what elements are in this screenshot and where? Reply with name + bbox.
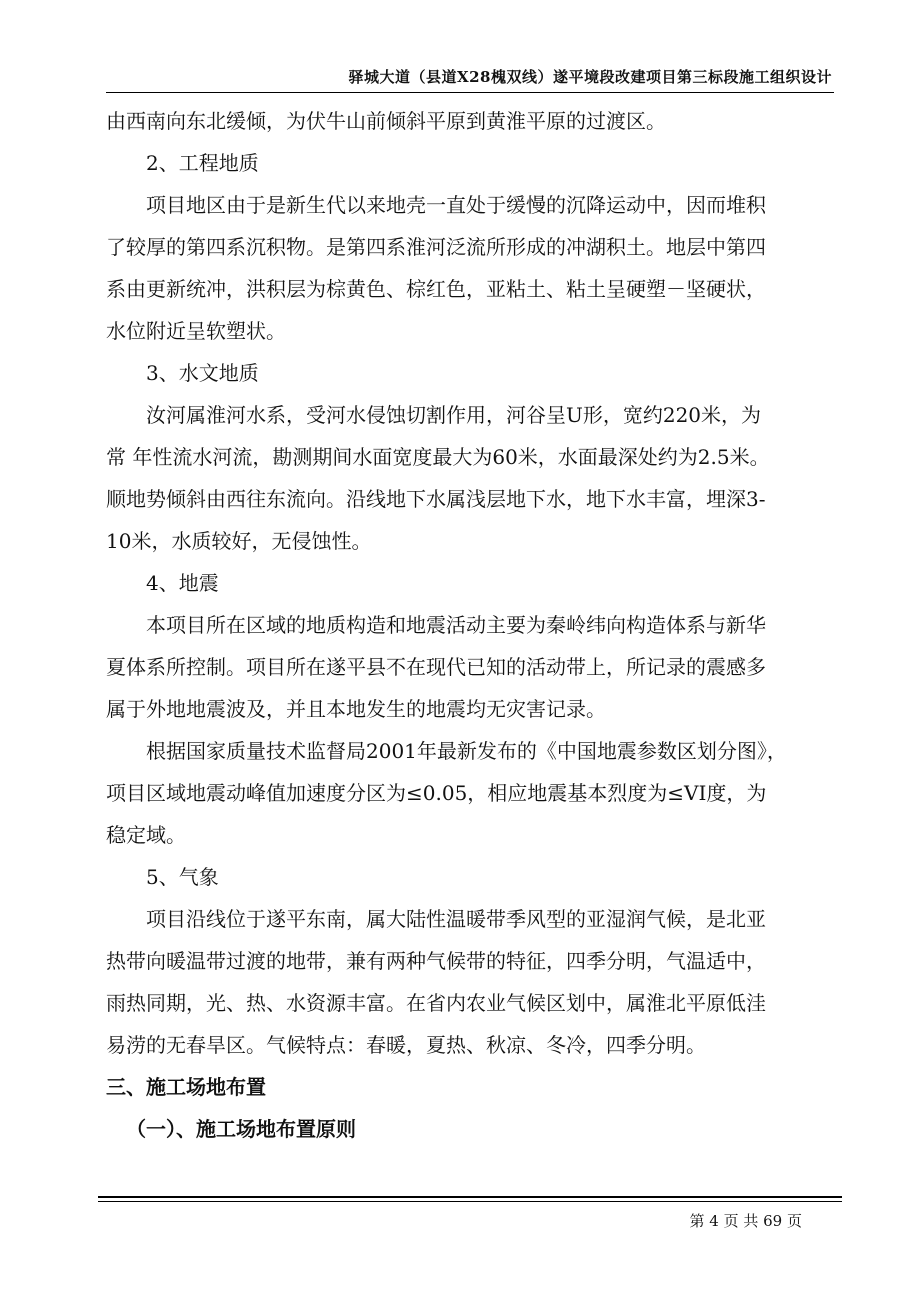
paragraph-line: 属于外地地震波及，并且本地发生的地震均无灾害记录。 (106, 697, 606, 721)
footer-rule (98, 1196, 842, 1198)
paragraph-line: 雨热同期，光、热、水资源丰富。在省内农业气候区划中，属淮北平原低洼 (106, 991, 766, 1015)
subheading-engineering-geology: 2、工程地质 (146, 151, 259, 175)
paragraph-line: 稳定域。 (106, 823, 186, 847)
header-title: 驿城大道（县道X28槐双线）遂平境段改建项目第三标段施工组织设计 (348, 68, 832, 86)
section-heading-site-layout: 三、施工场地布置 (106, 1075, 266, 1099)
subheading-hydrogeology: 3、水文地质 (146, 361, 259, 385)
paragraph-line: 由西南向东北缓倾，为伏牛山前倾斜平原到黄淮平原的过渡区。 (106, 109, 666, 133)
paragraph-line: 10米，水质较好，无侵蚀性。 (106, 529, 372, 553)
paragraph-line: 常 年性流水河流，勘测期间水面宽度最大为60米，水面最深处约为2.5米。 (106, 445, 770, 469)
subheading-earthquake: 4、地震 (146, 571, 219, 595)
paragraph-line: 热带向暖温带过渡的地带，兼有两种气候带的特征，四季分明，气温适中， (106, 949, 766, 973)
paragraph-line: 夏体系所控制。项目所在遂平县不在现代已知的活动带上，所记录的震感多 (106, 655, 766, 679)
paragraph-line: 项目沿线位于遂平东南，属大陆性温暖带季风型的亚湿润气候，是北亚 (146, 907, 766, 931)
paragraph-line: 水位附近呈软塑状。 (106, 319, 286, 343)
paragraph-line: 系由更新统冲，洪积层为棕黄色、棕红色，亚粘土、粘土呈硬塑－坚硬状， (106, 277, 766, 301)
body-content (106, 100, 836, 1150)
paragraph-line: 项目地区由于是新生代以来地壳一直处于缓慢的沉降运动中，因而堆积 (146, 193, 766, 217)
page-number: 第 4 页 共 69 页 (689, 1212, 802, 1230)
footer-rule (98, 1201, 842, 1202)
subsection-heading-layout-principles: （一）、施工场地布置原则 (126, 1117, 356, 1141)
paragraph-line: 项目区域地震动峰值加速度分区为≤0.05，相应地震基本烈度为≤VI度，为 (106, 781, 767, 805)
paragraph-line: 根据国家质量技术监督局2001年最新发布的《中国地震参数区划分图》， (146, 739, 787, 763)
paragraph-line: 汝河属淮河水系，受河水侵蚀切割作用，河谷呈U形，宽约220米，为 (146, 403, 762, 427)
paragraph-line: 了较厚的第四系沉积物。是第四系淮河泛流所形成的冲湖积土。地层中第四 (106, 235, 766, 259)
subheading-climate: 5、气象 (146, 865, 219, 889)
paragraph-line: 顺地势倾斜由西往东流向。沿线地下水属浅层地下水，地下水丰富，埋深3- (106, 487, 766, 511)
paragraph-line: 本项目所在区域的地质构造和地震活动主要为秦岭纬向构造体系与新华 (146, 613, 766, 637)
header-rule (106, 92, 834, 93)
paragraph-line: 易涝的无春旱区。气候特点：春暖，夏热、秋凉、冬冷，四季分明。 (106, 1033, 706, 1057)
